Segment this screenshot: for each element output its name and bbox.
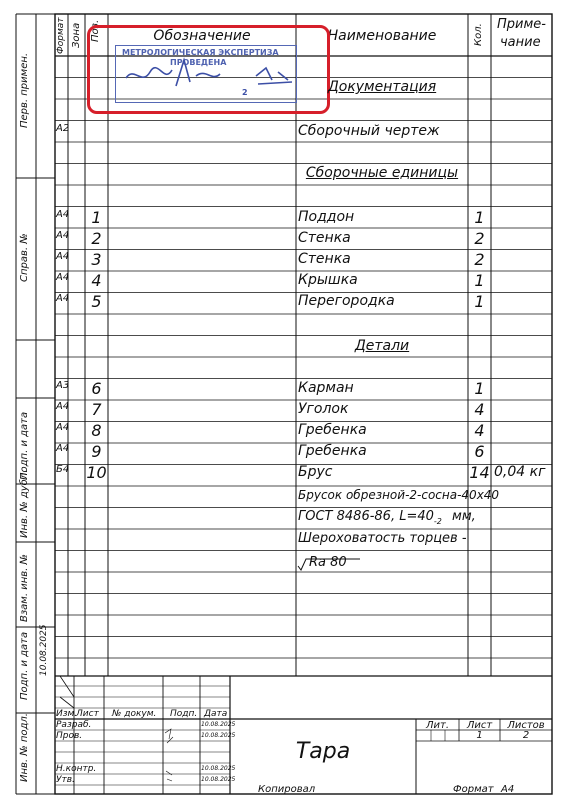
header-pos: Поз.	[90, 19, 101, 42]
stamp-number: 2	[242, 88, 248, 97]
extra-line-2-text: ГОСТ 8486-86, L=40	[298, 509, 434, 524]
stamp-signature	[116, 46, 298, 104]
row-qty: 4	[474, 400, 485, 419]
row-pos: 6	[91, 379, 102, 398]
header-qty: Кол.	[473, 23, 484, 46]
row-format: А4	[56, 209, 70, 220]
side-inv-podl: Инв. № подл.	[19, 713, 30, 782]
section-documentation: Документация	[327, 79, 437, 95]
tb-sheet: Лист	[466, 720, 493, 731]
row-qty: 1	[474, 292, 485, 311]
footer-copied: Копировал	[258, 784, 316, 795]
side-podp-data-bottom: Подп. и дата	[19, 631, 30, 700]
row-qty: 1	[474, 208, 485, 227]
tb-podp: Подп.	[170, 709, 198, 719]
tb-lit: Лит.	[425, 720, 450, 731]
row-name: Стенка	[298, 251, 351, 267]
row-pos: 3	[91, 250, 102, 269]
row-name: Сборочный чертеж	[298, 123, 440, 139]
section-details: Детали	[354, 338, 410, 354]
side-vzam-inv: Взам. инв. №	[19, 554, 30, 622]
tb-sheets-value: 2	[522, 730, 530, 741]
side-sprav-no: Справ. №	[19, 233, 30, 282]
row-qty: 4	[474, 421, 485, 440]
row-name: Карман	[298, 380, 354, 396]
tb-list: Лист	[76, 709, 99, 719]
row-pos: 8	[91, 421, 102, 440]
header-format: Формат	[56, 17, 66, 54]
row-pos: 9	[91, 442, 102, 461]
side-podp-date-value: 10.08.2025	[39, 624, 49, 676]
row-name: Брус	[298, 464, 333, 480]
row-qty: 1	[474, 271, 485, 290]
row-name: Стенка	[298, 230, 351, 246]
tb-doc-no: № докум.	[112, 709, 157, 719]
tb-razrab: Разраб.	[56, 720, 92, 730]
row-name: Перегородка	[298, 293, 395, 309]
header-name: Наименование	[327, 28, 437, 44]
row-qty: 2	[474, 250, 485, 269]
extra-line-3: Шероховатость торцев -	[298, 531, 467, 546]
side-perv-primen: Перв. примен.	[19, 52, 30, 128]
tb-sheet-value: 1	[476, 730, 483, 741]
row-format: Б4	[56, 464, 70, 475]
header-designation: Обозначение	[153, 28, 251, 44]
tb-nkontr: Н.контр.	[56, 764, 97, 774]
extra-line-2	[298, 509, 476, 526]
row-format: А4	[56, 272, 70, 283]
stamp-line2: ПРОВЕДЕНА	[170, 58, 227, 67]
row-note: 0,04 кг	[494, 464, 546, 480]
extra-line-1: Брусок обрезной-2-сосна-40х40	[298, 488, 500, 502]
tb-data: Дата	[204, 709, 228, 719]
row-pos: 1	[91, 208, 102, 227]
row-format: А4	[56, 401, 70, 412]
row-name: Поддон	[298, 209, 355, 225]
row-format: А2	[56, 123, 70, 134]
row-format: А4	[56, 443, 70, 454]
row-pos: 2	[91, 229, 102, 248]
section-assembly-units: Сборочные единицы	[305, 165, 459, 181]
row-pos: 4	[91, 271, 102, 290]
row-pos: 7	[91, 400, 102, 419]
row-pos: 5	[91, 292, 102, 311]
row-name: Крышка	[298, 272, 358, 288]
signature-marks	[163, 725, 183, 785]
header-note-line1: Приме-	[497, 17, 546, 32]
side-podp-data-top: Подп. и дата	[19, 411, 30, 480]
tb-date-4: 10.08.2025	[201, 776, 236, 783]
tb-utv: Утв.	[56, 775, 75, 785]
row-format: А4	[56, 251, 70, 262]
row-name: Гребенка	[298, 422, 367, 438]
extra-line-4: Ra 80	[309, 555, 347, 570]
row-name: Гребенка	[298, 443, 367, 459]
extra-line-2-sub: -2	[433, 517, 442, 526]
metrology-stamp	[115, 45, 297, 103]
tb-title: Тара	[295, 739, 351, 764]
row-format: А3	[56, 380, 70, 391]
row-qty: 14	[469, 463, 490, 482]
tb-izm: Изм.	[56, 709, 78, 719]
footer-format-value: А4	[501, 784, 515, 795]
stamp-line1: МЕТРОЛОГИЧЕСКАЯ ЭКСПЕРТИЗА	[122, 48, 279, 57]
row-qty: 2	[474, 229, 485, 248]
row-name: Уголок	[298, 401, 349, 417]
side-inv-dubl: Инв. № дубл.	[19, 469, 30, 538]
extra-line-2-unit: мм,	[452, 509, 476, 524]
row-qty: 6	[474, 442, 485, 461]
header-note-line2: чание	[500, 35, 541, 50]
footer-format-label: Формат	[453, 784, 494, 795]
row-format: А4	[56, 293, 70, 304]
row-format: А4	[56, 422, 70, 433]
row-pos: 10	[86, 463, 107, 482]
row-format: А4	[56, 230, 70, 241]
tb-date-3: 10.08.2025	[201, 765, 236, 772]
tb-date-2: 10.08.2025	[201, 732, 236, 739]
tb-prov: Пров.	[56, 731, 83, 741]
tb-sheets: Листов	[507, 720, 545, 731]
tb-date-1: 10.08.2025	[201, 721, 236, 728]
row-qty: 1	[474, 379, 485, 398]
header-zone: Зона	[71, 22, 82, 48]
